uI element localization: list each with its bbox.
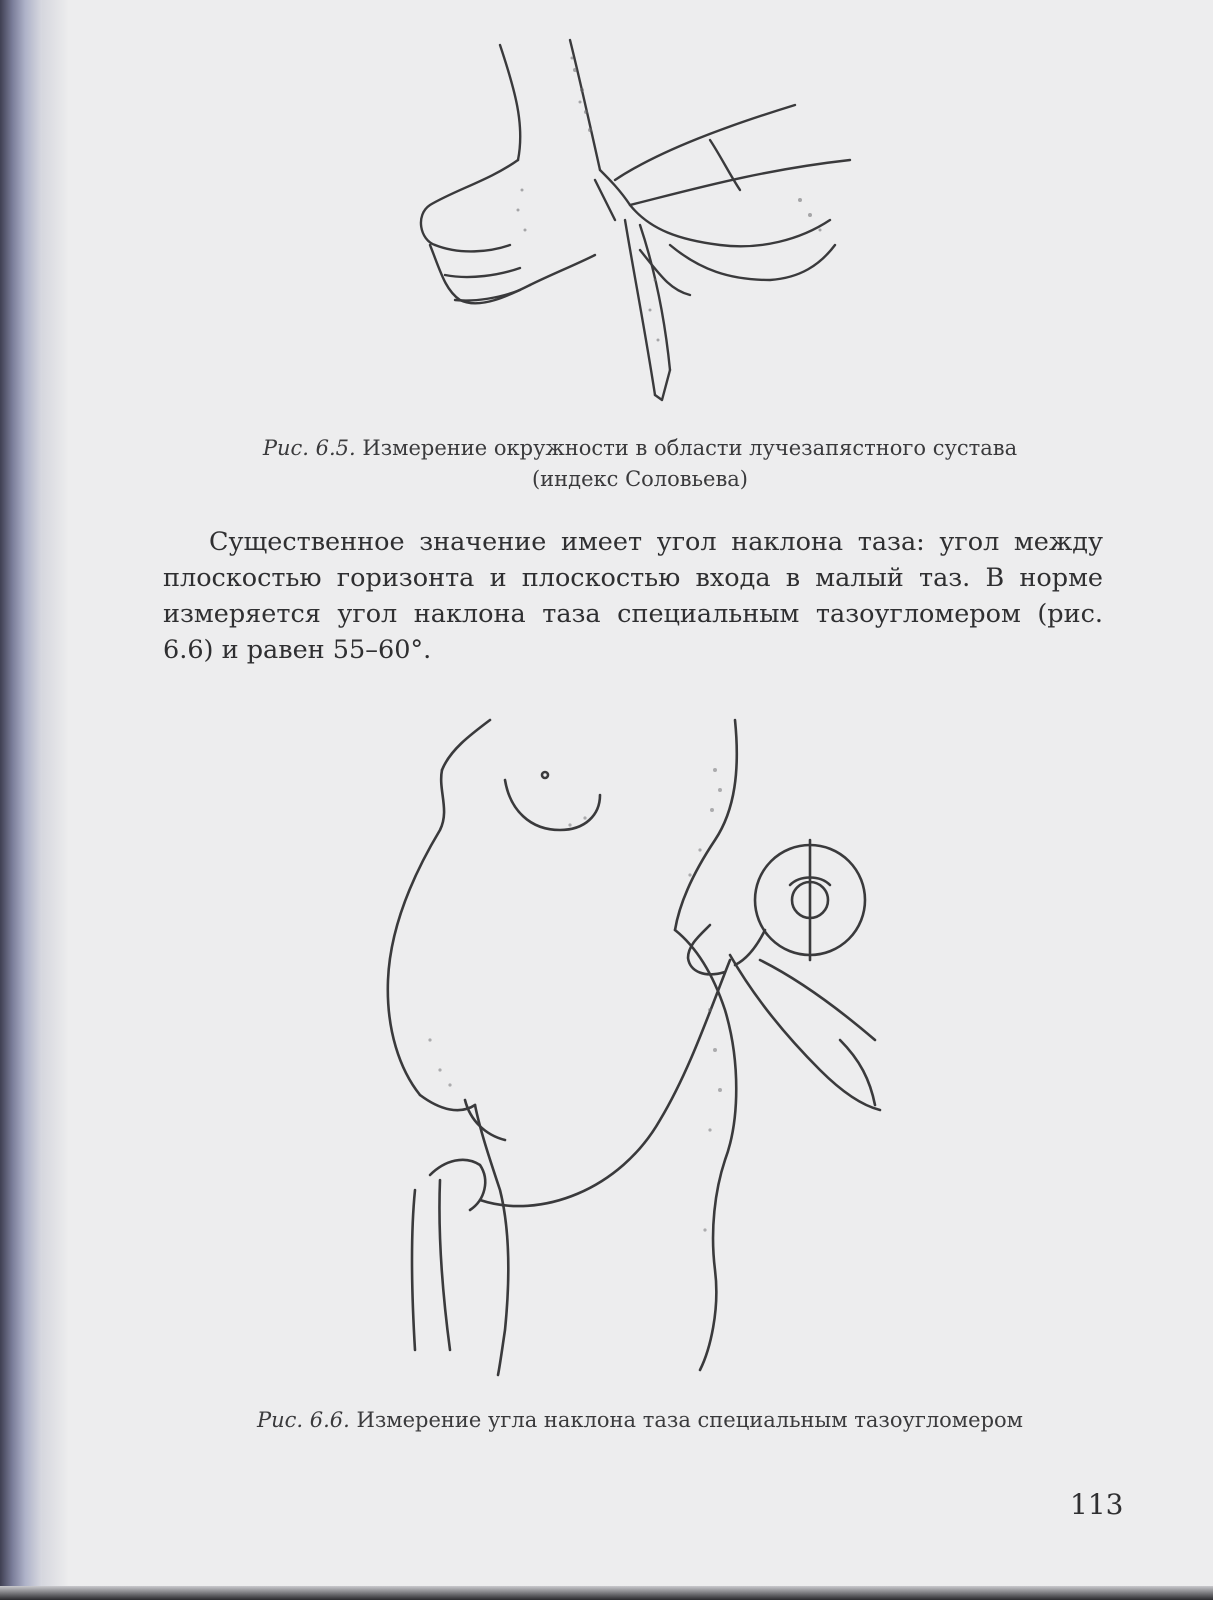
- figure-6-6-caption-text: Измерение угла наклона таза специальным тазоугломером: [356, 1408, 1023, 1432]
- figure-6-5-caption: [150, 433, 1130, 495]
- figure-6-5-caption-line1: [150, 433, 1130, 464]
- figure-wrist-measurement: [400, 30, 870, 410]
- figure-6-6-caption: [150, 1405, 1130, 1436]
- figure-pelvis-angle-measurement: [370, 710, 910, 1380]
- figure-6-5-label: Рис. 6.5.: [262, 436, 356, 460]
- spine-edge: [42, 0, 68, 1600]
- figure-6-6-label: Рис. 6.6.: [257, 1408, 350, 1432]
- book-spine-shadow: [0, 0, 42, 1600]
- body-paragraph: Существенное значение имеет угол наклона таза: угол между плоскостью горизонта и плоскостью входа в малый таз. В норме измеряется угол наклона таза специальным тазоугломером (рис. 6.6) и равен 55–60°.: [163, 527, 1103, 665]
- figure-6-5-caption-line2: (индекс Соловьева): [531, 467, 749, 491]
- page-number: 113: [1070, 1488, 1124, 1521]
- figure-6-5-caption-text: Измерение окружности в области лучезапястного сустава: [362, 436, 1018, 460]
- page-bottom-shadow: [0, 1586, 1213, 1600]
- pelvis-tilt-drawing: [370, 710, 910, 1380]
- wrist-measurement-drawing: [400, 30, 870, 410]
